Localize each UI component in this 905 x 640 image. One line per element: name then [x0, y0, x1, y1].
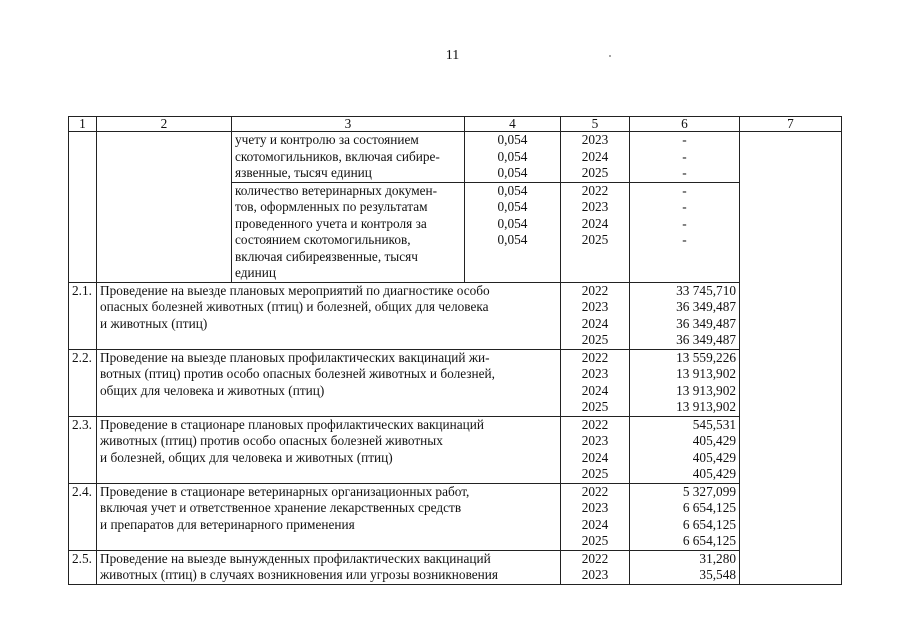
item-years: 2022 2023 2024 2025 — [561, 282, 630, 349]
item-description: Проведение на выезде плановых мероприятий по диагностике особо опасных болезней животных (птиц) и болезней, общих для человека и животных (птиц) — [97, 282, 561, 349]
col-7-cell — [740, 132, 842, 585]
header-row — [69, 117, 842, 132]
header-col-7: 7 — [740, 117, 842, 132]
item-description: Проведение в стационаре плановых профилактических вакцинаций животных (птиц) против особо опасных болезней животных и болезней, общих для человека и животных (птиц) — [97, 416, 561, 483]
table-row — [69, 550, 842, 584]
header-col-2: 2 — [97, 117, 232, 132]
table-row — [69, 416, 842, 483]
header-col-6: 6 — [630, 117, 740, 132]
scan-speck — [609, 55, 611, 57]
indicator-values: 0,054 0,054 0,054 — [465, 132, 561, 183]
item-amounts: 13 559,226 13 913,902 13 913,902 13 913,902 — [630, 349, 740, 416]
item-number: 2.5. — [69, 550, 97, 584]
indicator-values: 0,054 0,054 0,054 0,054 — [465, 182, 561, 282]
indicator-name: количество ветеринарных докумен- тов, оформленных по результатам проведенного учета и контроля за состоянием скотомогильников, включая сибиреязвенные, тысяч единиц — [232, 182, 465, 282]
indicator-amounts: - - - — [630, 132, 740, 183]
indicator-name: учету и контролю за состоянием скотомогильников, включая сибире- язвенные, тысяч единиц — [232, 132, 465, 183]
item-description: Проведение в стационаре ветеринарных организационных работ, включая учет и ответственное хранение лекарственных средств и препаратов для ветеринарного применения — [97, 483, 561, 550]
item-amounts: 545,531 405,429 405,429 405,429 — [630, 416, 740, 483]
indicator-row — [69, 132, 842, 183]
empty-name-cell — [97, 132, 232, 283]
item-number: 2.2. — [69, 349, 97, 416]
item-amounts: 31,280 35,548 — [630, 550, 740, 584]
item-number: 2.1. — [69, 282, 97, 349]
item-years: 2022 2023 2024 2025 — [561, 349, 630, 416]
header-col-5: 5 — [561, 117, 630, 132]
item-amounts: 5 327,099 6 654,125 6 654,125 6 654,125 — [630, 483, 740, 550]
item-years: 2022 2023 2024 2025 — [561, 483, 630, 550]
item-amounts: 33 745,710 36 349,487 36 349,487 36 349,487 — [630, 282, 740, 349]
item-description: Проведение на выезде плановых профилактических вакцинаций жи- вотных (птиц) против особо опасных болезней животных и болезней, общих для человека и животных (птиц) — [97, 349, 561, 416]
item-description: Проведение на выезде вынужденных профилактических вакцинаций животных (птиц) в случаях возникновения или угрозы возникновения — [97, 550, 561, 584]
table-row — [69, 282, 842, 349]
page-number: 11 — [445, 48, 460, 63]
budget-table — [68, 116, 842, 585]
item-years: 2022 2023 — [561, 550, 630, 584]
table-row — [69, 349, 842, 416]
item-years: 2022 2023 2024 2025 — [561, 416, 630, 483]
header-col-4: 4 — [465, 117, 561, 132]
indicator-years: 2023 2024 2025 — [561, 132, 630, 183]
table-row — [69, 483, 842, 550]
indicator-amounts: - - - - — [630, 182, 740, 282]
header-col-3: 3 — [232, 117, 465, 132]
indicator-years: 2022 2023 2024 2025 — [561, 182, 630, 282]
header-col-1: 1 — [69, 117, 97, 132]
item-number: 2.3. — [69, 416, 97, 483]
item-number: 2.4. — [69, 483, 97, 550]
empty-num-cell — [69, 132, 97, 283]
